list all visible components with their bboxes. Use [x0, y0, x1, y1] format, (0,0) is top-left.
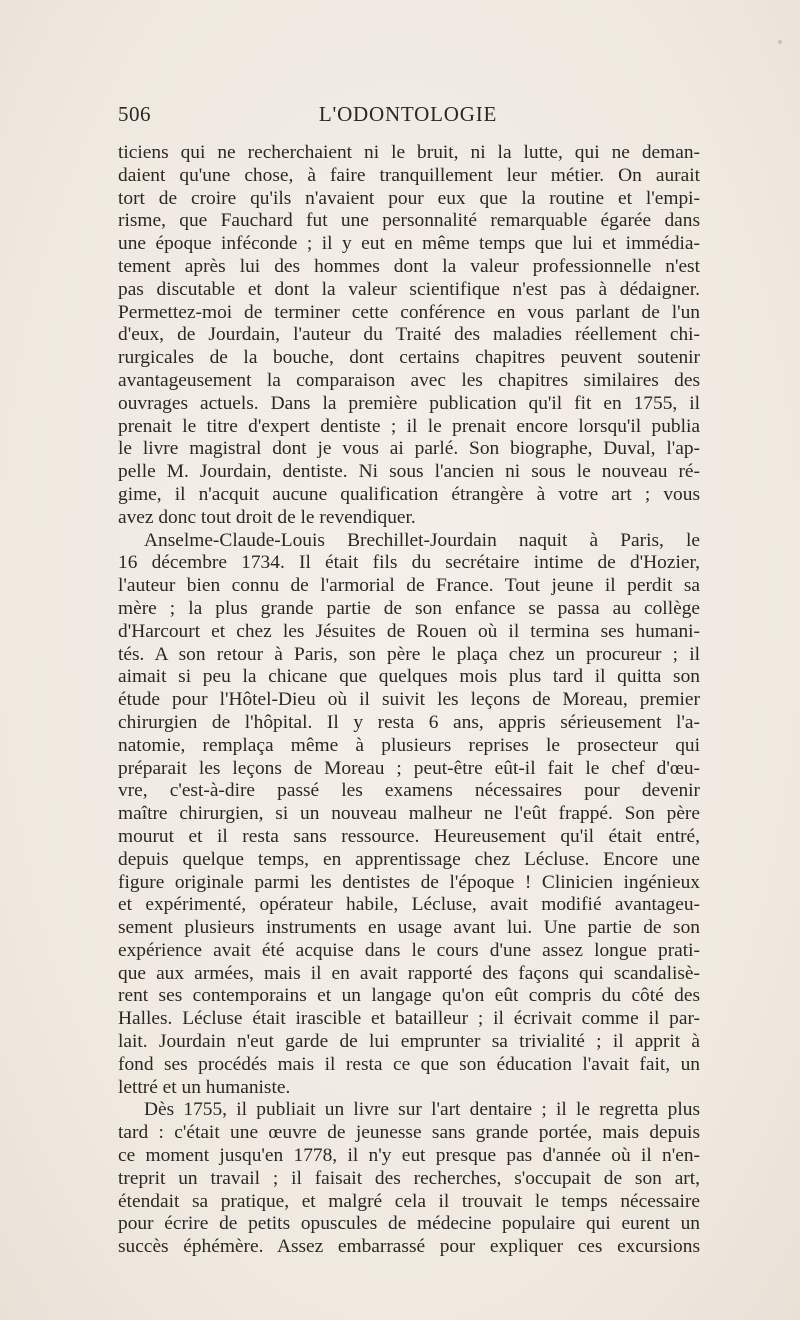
text-line: aimait si peu la chicane que quelques mois plus tard il quitta son [118, 666, 700, 688]
text-line: ticiens qui ne recherchaient ni le bruit, ni la lutte, qui ne deman- [118, 142, 700, 163]
text-line: prenait le titre d'expert dentiste ; il le prenait encore lorsqu'il publia [118, 415, 700, 437]
text-line: mourut et il resta sans ressource. Heureusement qu'il était entré, [118, 825, 700, 847]
text-line: le livre magistral dont je vous ai parlé. Son biographe, Duval, l'ap- [118, 438, 700, 460]
text-line: Halles. Lécluse était irascible et batailleur ; il écrivait comme il par- [118, 1008, 700, 1030]
text-line: et expérimenté, opérateur habile, Lécluse, avait modifié avantageu- [118, 894, 700, 916]
page-number: 506 [118, 102, 151, 126]
running-title: L'ODONTOLOGIE [318, 102, 498, 126]
text-line: expérience avait été acquise dans le cours d'une assez longue prati- [118, 939, 700, 961]
text-line: risme, que Fauchard fut une personnalité remarquable égarée dans [118, 210, 700, 232]
text-line: étude pour l'Hôtel-Dieu où il suivit les leçons de Moreau, premier [118, 689, 700, 711]
text-line: préparait les leçons de Moreau ; peut-être eût-il fait le chef d'œu- [118, 757, 700, 779]
text-line: treprit un travail ; il faisait des recherches, s'occupait de son art, [118, 1167, 700, 1189]
text-line: rent ses contemporains et un langage qu'on eût compris du côté des [118, 985, 700, 1007]
paragraph-start-line: Dès 1755, il publiait un livre sur l'art dentaire ; il le regretta plus [144, 1099, 700, 1121]
text-line: chirurgien de l'hôpital. Il y resta 6 ans, appris sérieusement l'a- [118, 711, 700, 733]
text-line: sement plusieurs instruments en usage avant lui. Une partie de son [118, 917, 700, 939]
text-line: ce moment jusqu'en 1778, il n'y eut presque pas d'année où il n'en- [118, 1145, 700, 1167]
text-line: depuis quelque temps, en apprentissage chez Lécluse. Encore une [118, 848, 700, 870]
text-line: daient qu'une chose, à faire tranquillement leur métier. On aurait [118, 164, 700, 186]
text-line: tort de croire qu'ils n'avaient pour eux que la routine et l'empi- [118, 187, 700, 209]
text-line: l'auteur bien connu de l'armorial de France. Tout jeune il perdit sa [118, 575, 700, 597]
text-line: d'Harcourt et chez les Jésuites de Rouen où il termina ses humani- [118, 620, 700, 642]
text-line: natomie, remplaça même à plusieurs reprises le prosecteur qui [118, 734, 700, 756]
paragraph-start-line: Anselme-Claude-Louis Brechillet-Jourdain naquit à Paris, le [144, 529, 700, 551]
text-line: une époque inféconde ; il y eut en même temps que lui et immédia- [118, 233, 700, 255]
page-header [118, 102, 698, 132]
text-line: Permettez-moi de terminer cette conférence en vous parlant de l'un [118, 301, 700, 323]
text-line: rurgicales de la bouche, dont certains chapitres peuvent soutenir [118, 347, 700, 369]
text-line: pelle M. Jourdain, dentiste. Ni sous l'ancien ni sous le nouveau ré- [118, 461, 700, 483]
text-line: d'eux, de Jourdain, l'auteur du Traité des maladies réellement chi- [118, 324, 700, 346]
text-line: ouvrages actuels. Dans la première publication qu'il fit en 1755, il [118, 392, 700, 414]
text-line: pas discutable et dont la valeur scientifique n'est pas à dédaigner. [118, 278, 700, 300]
text-line: étendait sa pratique, et malgré cela il trouvait le temps nécessaire [118, 1190, 700, 1212]
text-line: pour écrire de petits opuscules de médecine populaire qui eurent un [118, 1213, 700, 1235]
paper-spot [778, 40, 782, 44]
text-line: mère ; la plus grande partie de son enfance se passa au collège [118, 597, 700, 619]
text-line: lait. Jourdain n'eut garde de lui emprunter sa trivialité ; il apprit à [118, 1031, 700, 1053]
text-line: figure originale parmi les dentistes de l'époque ! Clinicien ingénieux [118, 871, 700, 893]
text-line: que aux armées, mais il en avait rapporté des façons qui scandalisè- [118, 962, 700, 984]
text-line: tement après lui des hommes dont la valeur professionnelle n'est [118, 255, 700, 277]
text-line: fond ses procédés mais il resta ce que son éducation l'avait fait, un [118, 1053, 700, 1075]
text-line: 16 décembre 1734. Il était fils du secrétaire intime de d'Hozier, [118, 552, 700, 574]
text-line: tés. A son retour à Paris, son père le plaça chez un procureur ; il [118, 643, 700, 665]
paragraph-end-line: avez donc tout droit de le revendiquer. [118, 506, 416, 528]
text-line: succès éphémère. Assez embarrassé pour expliquer ces excursions [118, 1236, 700, 1258]
text-line: avantageusement la comparaison avec les chapitres similaires des [118, 369, 700, 391]
text-line: vre, c'est-à-dire passé les examens nécessaires pour devenir [118, 780, 700, 802]
text-line: maître chirurgien, si un nouveau malheur ne l'eût frappé. Son père [118, 803, 700, 825]
text-line: tard : c'était une œuvre de jeunesse sans grande portée, mais depuis [118, 1122, 700, 1144]
text-line: gime, il n'acquit aucune qualification étrangère à votre art ; vous [118, 483, 700, 505]
body-text [118, 142, 700, 1259]
paragraph-end-line: lettré et un humaniste. [118, 1076, 291, 1098]
